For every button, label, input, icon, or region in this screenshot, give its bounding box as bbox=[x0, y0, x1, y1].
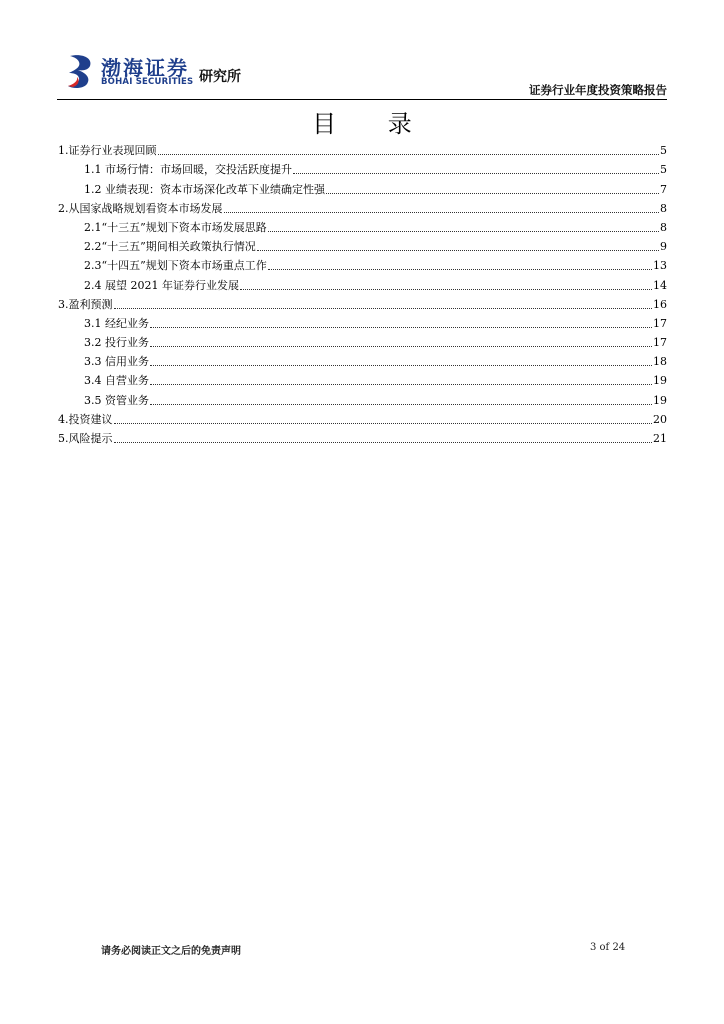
toc-entry-page: 18 bbox=[653, 355, 667, 369]
toc-leader-dots bbox=[150, 404, 652, 405]
toc-leader-dots bbox=[293, 173, 659, 174]
toc-leader-dots bbox=[240, 289, 652, 290]
report-type: 证券行业年度投资策略报告 bbox=[529, 83, 667, 97]
toc-entry-label: 2.1“十三五”规划下资本市场发展思路 bbox=[84, 220, 267, 234]
institute-name: 研究所 bbox=[199, 69, 241, 85]
toc-entry[interactable] bbox=[58, 331, 667, 350]
toc-entry[interactable] bbox=[58, 388, 667, 407]
toc-entry-label: 3.4 自营业务 bbox=[84, 374, 149, 388]
disclaimer-note: 请务必阅读正文之后的免责声明 bbox=[101, 946, 241, 957]
toc-entry-label: 2.2“十三五”期间相关政策执行情况 bbox=[84, 240, 256, 254]
toc-leader-dots bbox=[257, 250, 659, 251]
toc-entry-page: 14 bbox=[653, 278, 667, 292]
toc-entry[interactable] bbox=[58, 254, 667, 273]
toc-entry[interactable] bbox=[58, 235, 667, 254]
toc-leader-dots bbox=[114, 308, 653, 309]
toc-entry[interactable] bbox=[58, 158, 667, 177]
page-number: 3 of 24 bbox=[590, 942, 626, 953]
toc-leader-dots bbox=[326, 193, 659, 194]
toc-leader-dots bbox=[150, 346, 652, 347]
toc-entry-page: 5 bbox=[660, 163, 667, 177]
brand-name-en: BOHAI SECURITIES bbox=[101, 77, 194, 87]
page-header bbox=[0, 0, 724, 100]
table-of-contents bbox=[58, 139, 667, 446]
toc-leader-dots bbox=[268, 231, 659, 232]
toc-entry-page: 20 bbox=[653, 412, 667, 426]
toc-entry[interactable] bbox=[58, 273, 667, 292]
toc-entry-label: 1.2 业绩表现：资本市场深化改革下业绩确定性强 bbox=[84, 182, 325, 196]
toc-entry[interactable] bbox=[58, 177, 667, 196]
toc-leader-dots bbox=[114, 423, 653, 424]
toc-entry[interactable] bbox=[58, 408, 667, 427]
toc-entry[interactable] bbox=[58, 350, 667, 369]
toc-entry[interactable] bbox=[58, 293, 667, 312]
toc-entry[interactable] bbox=[58, 139, 667, 158]
toc-entry[interactable] bbox=[58, 197, 667, 216]
page-title: 目 录 bbox=[312, 110, 434, 138]
toc-entry-label: 3.5 资管业务 bbox=[84, 393, 149, 407]
toc-entry[interactable] bbox=[58, 427, 667, 446]
toc-entry-label: 1.证券行业表现回顾 bbox=[58, 144, 157, 158]
toc-entry-label: 2.从国家战略规划看资本市场发展 bbox=[58, 201, 223, 215]
toc-entry-page: 21 bbox=[653, 432, 667, 445]
toc-entry-page: 16 bbox=[653, 297, 667, 311]
toc-entry-label: 3.2 投行业务 bbox=[84, 336, 149, 350]
toc-leader-dots bbox=[114, 442, 653, 443]
toc-entry-label: 3.3 信用业务 bbox=[84, 355, 149, 369]
toc-entry-page: 17 bbox=[653, 336, 667, 350]
toc-entry[interactable] bbox=[58, 312, 667, 331]
toc-entry-page: 9 bbox=[660, 240, 667, 254]
toc-leader-dots bbox=[224, 212, 660, 213]
toc-leader-dots bbox=[268, 269, 652, 270]
toc-entry-label: 5.风险提示 bbox=[58, 432, 113, 445]
toc-entry[interactable] bbox=[58, 369, 667, 388]
toc-entry-label: 1.1 市场行情：市场回暖，交投活跃度提升 bbox=[84, 163, 292, 177]
toc-leader-dots bbox=[158, 154, 660, 155]
toc-entry-page: 5 bbox=[660, 144, 667, 158]
toc-entry-label: 4.投资建议 bbox=[58, 412, 113, 426]
toc-entry-page: 7 bbox=[660, 182, 667, 196]
toc-entry-label: 3.盈利预测 bbox=[58, 297, 113, 311]
toc-entry-page: 19 bbox=[653, 374, 667, 388]
toc-entry-page: 8 bbox=[660, 220, 667, 234]
toc-entry[interactable] bbox=[58, 216, 667, 235]
brand-name-cn: 渤海证券 bbox=[101, 56, 189, 80]
toc-entry-label: 3.1 经纪业务 bbox=[84, 316, 149, 330]
header-divider bbox=[57, 99, 667, 100]
toc-entry-page: 13 bbox=[653, 259, 667, 273]
toc-leader-dots bbox=[150, 327, 652, 328]
toc-leader-dots bbox=[150, 384, 652, 385]
bohai-logo-icon bbox=[66, 53, 96, 89]
toc-leader-dots bbox=[150, 365, 652, 366]
toc-entry-label: 2.3“十四五”规划下资本市场重点工作 bbox=[84, 259, 267, 273]
toc-entry-page: 17 bbox=[653, 316, 667, 330]
toc-entry-page: 8 bbox=[660, 201, 667, 215]
toc-entry-label: 2.4 展望 2021 年证券行业发展 bbox=[84, 278, 239, 292]
toc-entry-page: 19 bbox=[653, 393, 667, 407]
